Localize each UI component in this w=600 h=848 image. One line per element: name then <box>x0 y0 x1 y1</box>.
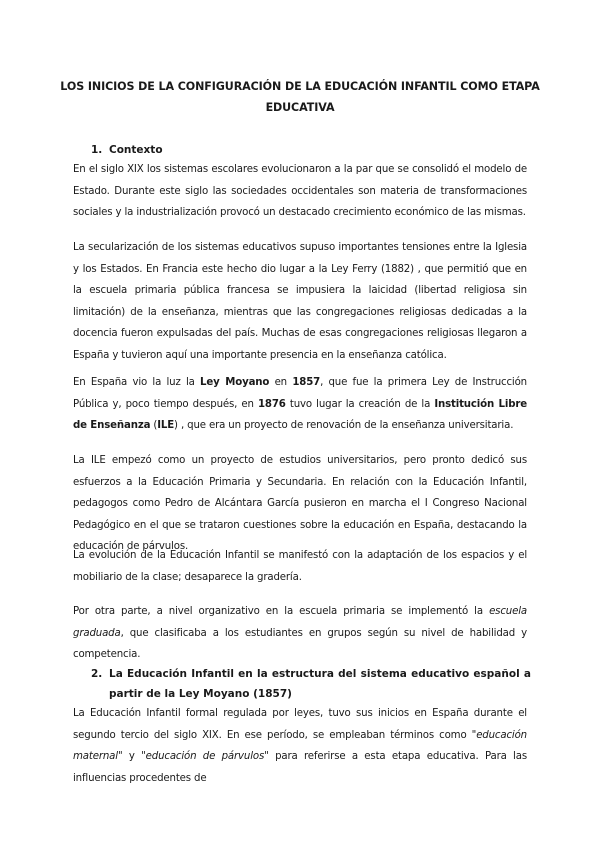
p7-text-b: " y " <box>117 751 146 763</box>
section-1-title: Contexto <box>109 144 163 156</box>
p6-text-a: Por otra parte, a nivel organizativo en la escuela primaria se implementó la <box>73 606 490 617</box>
p7-italic-educacion-parvulos: educación de párvulos <box>145 751 265 763</box>
document-title <box>40 76 560 118</box>
p3-text-f: ( <box>150 420 158 432</box>
paragraph-1: En el siglo XIX los sistemas escolares evolucionaron a la par que se consolidó el modelo de Estado. Durante este siglo las sociedades occidentales son materia de transformaciones sociales y la industrialización provocó un destacado crecimiento económico de las mismas. <box>73 164 527 219</box>
title-line-1: LOS INICIOS DE LA CONFIGURACIÓN DE LA EDUCACIÓN INFANTIL COMO ETAPA <box>60 80 540 93</box>
section-2-heading <box>91 664 531 704</box>
p6-text-b: , que clasificaba a los estudiantes en grupos según su nivel de habilidad y competencia. <box>73 627 527 661</box>
p3-text-g: ) , que era un proyecto de renovación de la enseñanza universitaria. <box>174 420 514 432</box>
p3-bold-1857: 1857 <box>292 377 321 388</box>
section-1-heading <box>91 140 531 160</box>
section-2-number: 2. <box>91 668 103 680</box>
p3-bold-institucion: Institución Libre de Enseñanza <box>73 398 527 432</box>
section-1-number: 1. <box>91 144 103 156</box>
p3-text-c: en <box>269 377 293 388</box>
p3-bold-1876: 1876 <box>257 398 286 410</box>
paragraph-2: La secularización de los sistemas educativos supuso importantes tensiones entre la Iglesia y los Estados. En Francia este hecho dio lugar a la Ley Ferry (1882) , que permitió que en la escuela primaria pública francesa se impusiera la laicidad (libertad religiosa sin limitación) de la enseñanza, mientras que las congregaciones religiosas dedicadas a la docencia fueron expulsadas del país. Muchas de esas congregaciones religiosas llegaron a España y tuvieron aquí una importante presencia en la enseñanza católica. <box>73 242 527 361</box>
paragraph-6 <box>73 601 527 666</box>
p7-text-c: " para referirse a esta etapa educativa. Para las influencias procedentes de <box>73 751 527 784</box>
p3-text-d: , que fue la primera Ley de Instrucción Pública y, poco tiempo después, en <box>73 377 527 410</box>
paragraph-3 <box>73 372 527 437</box>
p3-text-a: En España vio la luz la <box>73 377 201 388</box>
section-2-title: La Educación Infantil en la estructura del sistema educativo español a partir de la Ley Moyano (1857) <box>109 668 531 700</box>
p6-italic-escuela-graduada: escuela graduada <box>73 606 527 639</box>
title-line-2: EDUCATIVA <box>265 101 335 114</box>
p3-text-e: tuvo lugar la creación de la <box>285 398 435 410</box>
p3-bold-ley-moyano: Ley Moyano <box>200 377 270 388</box>
p7-text-a: La Educación Infantil formal regulada por leyes, tuvo sus inicios en España durante el segundo tercio del siglo XIX. En ese período, se empleaban términos como " <box>73 708 527 741</box>
paragraph-4: La ILE empezó como un proyecto de estudios universitarios, pero pronto dedicó sus esfuerzos a la Educación Primaria y Secundaria. En relación con la Educación Infantil, pedagogos como Pedro de Alcántara García pusieron en marcha el I Congreso Nacional Pedagógico en el que se trataron cuestiones sobre la educación en España, destacando la educación de párvulos. <box>73 455 527 553</box>
paragraph-7 <box>73 703 527 789</box>
paragraph-5: La evolución de la Educación Infantil se manifestó con la adaptación de los espacios y el mobiliario de la clase; desaparece la gradería. <box>73 550 527 583</box>
p7-italic-educacion-maternal: educación maternal <box>73 729 527 763</box>
p3-bold-ile: ILE <box>157 420 175 432</box>
